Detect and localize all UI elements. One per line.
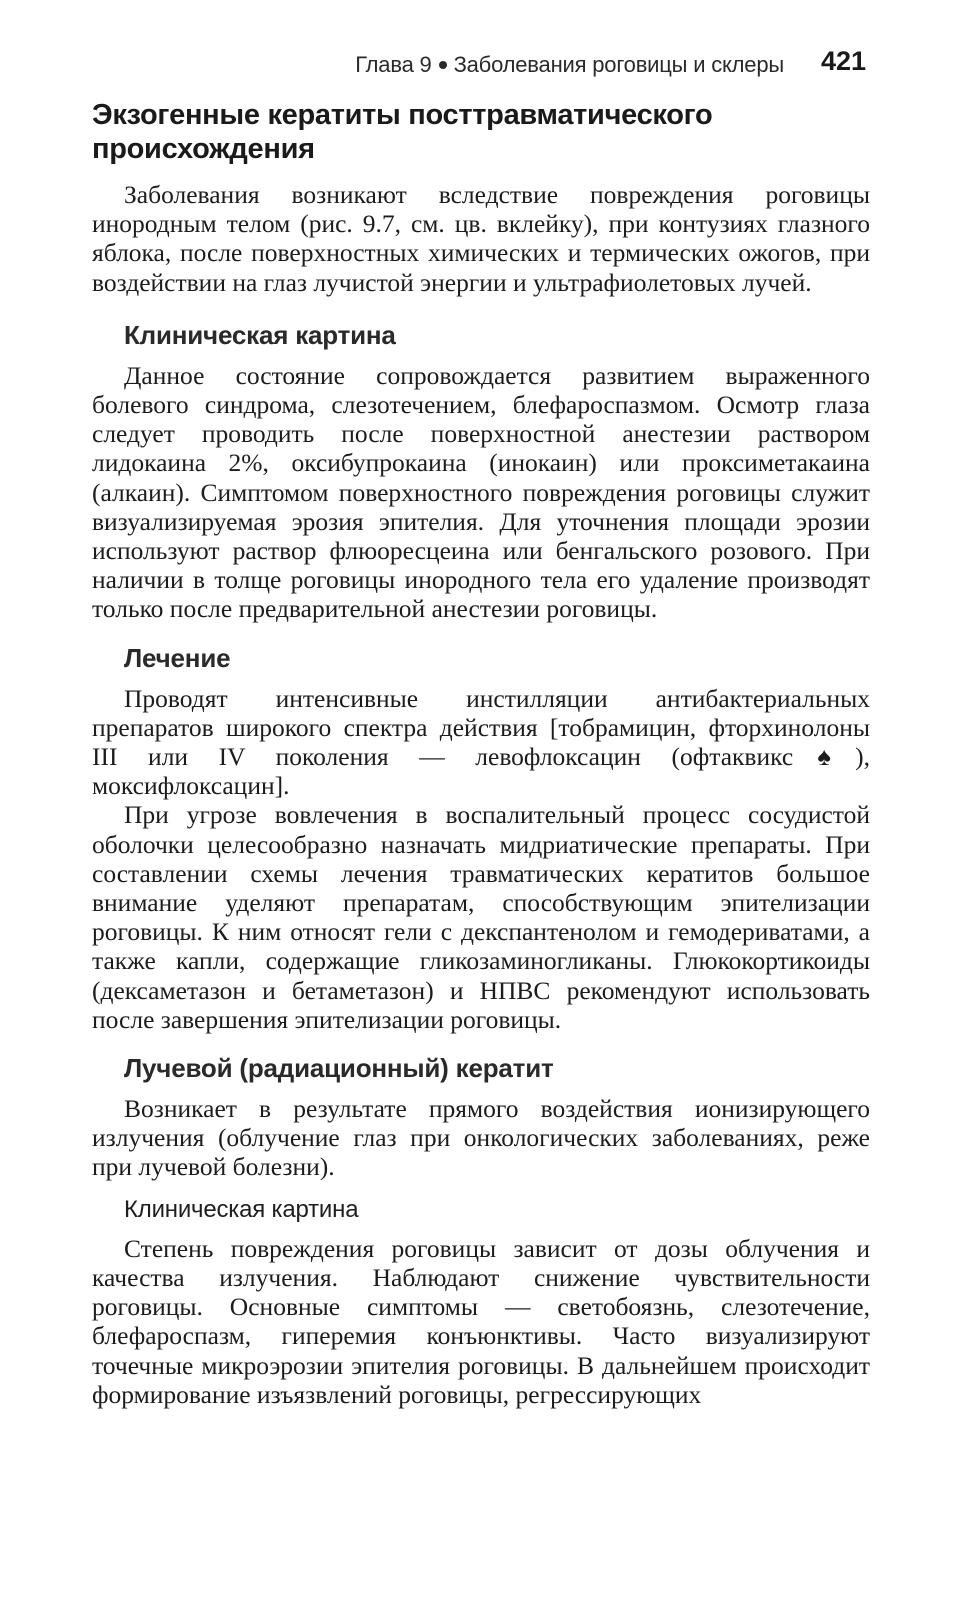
radiation-clinical-paragraph: Степень повреждения роговицы зависит от дозы облучения и качества излучения. Наблюдают снижение чувствительности роговицы. Основные симптомы — светобоязнь, слезотечение, блефароспазм, гиперемия конъюнктивы. Часто визуализируют точечные микроэрозии эпителия роговицы. В дальнейшем происходит формирование изъязвлений роговицы, регрессирующих: [92, 1233, 870, 1409]
page-number: 421: [820, 46, 866, 76]
radiation-clinical-heading: Клиническая картина: [124, 1195, 359, 1223]
treatment-heading: Лечение: [124, 642, 231, 673]
intro-paragraph: Заболевания возникают вследствие повреждения роговицы инородным телом (рис. 9.7, см. цв. вклейку), при контузиях глазного яблока, после поверхностных химических и термических ожогов, при воздействии на глаз лучистой энергии и ультрафиолетовых лучей.: [92, 180, 870, 297]
radiation-heading: Лучевой (радиационный) кератит: [124, 1053, 554, 1084]
clinical-paragraph: Данное состояние сопровождается развитием выраженного болевого синдрома, слезотечением, блефароспазмом. Осмотр глаза следует проводить после поверхностной анестезии раствором лидокаина 2%, оксибупрокаина (инокаин) или проксиметакаина (алкаин). Симптомом поверхностного повреждения роговицы служит визуализируемая эрозия эпителия. Для уточнения площади эрозии используют раствор флюоресцеина или бенгальского розового. При наличии в толще роговицы инородного тела его удаление производят только после предварительной анестезии роговицы.: [92, 360, 870, 624]
page-content: [92, 98, 870, 1409]
section-title: Экзогенные кератиты посттравматического происхождения: [92, 99, 713, 165]
chapter-label: Глава 9: [355, 52, 432, 77]
treatment-paragraph-1: Проводят интенсивные инстилляции антибактериальных препаратов широкого спектра действия [тобрамицин, фторхинолоны III или IV поколения — левофлоксацин (офтаквикс♠), моксифлоксацин].: [92, 683, 870, 801]
radiation-paragraph: Возникает в результате прямого воздействия ионизирующего излучения (облучение глаз при онкологических заболеваниях, реже при лучевой болезни).: [92, 1094, 870, 1182]
chapter-title: [355, 52, 784, 78]
running-head: [92, 46, 870, 86]
section-label: Заболевания роговицы и склеры: [453, 52, 784, 77]
clinical-heading: Клиническая картина: [124, 319, 396, 350]
bullet-icon: [439, 61, 447, 69]
treatment-paragraph-2: При угрозе вовлечения в воспалительный процесс сосудистой оболочки целесообразно назначать мидриатические препараты. При составлении схемы лечения травматических кератитов большое внимание уделяют препаратам, способствующим эпителизации роговицы. К ним относят гели с декспантенолом и гемодериватами, а также капли, содержащие гликозаминогликаны. Глюкокортикоиды (дексаметазон и бетаметазон) и НПВС рекомендуют использовать после завершения эпителизации роговицы.: [92, 800, 870, 1034]
